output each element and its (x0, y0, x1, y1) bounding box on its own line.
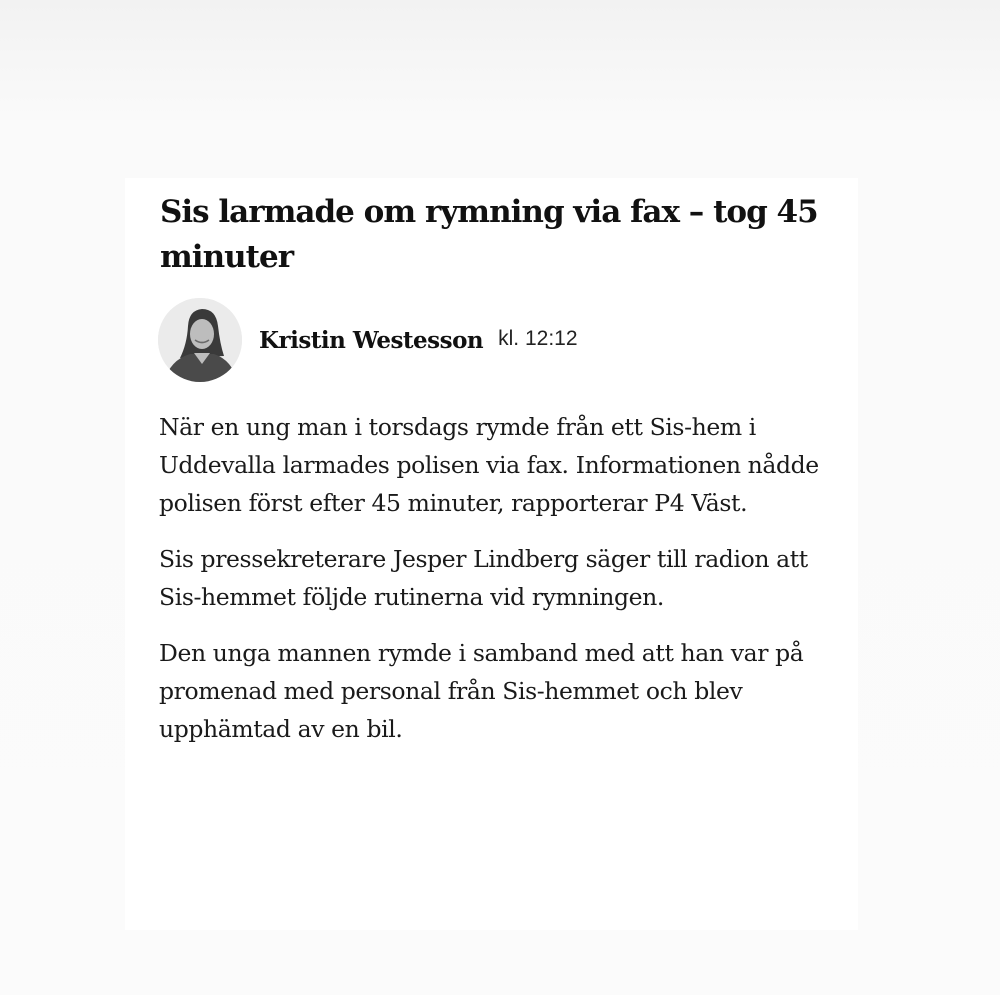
author-name[interactable]: Kristin Westesson (259, 326, 484, 354)
byline (158, 296, 578, 384)
author-portrait-icon (158, 298, 242, 382)
paragraph: Den unga mannen rymde i samband med att han var på promenad med personal från Sis-hemmet och blev upphämtad av en bil. (159, 639, 804, 743)
paragraph: När en ung man i torsdags rymde från ett Sis-hem i Uddevalla larmades polisen via fax. Informationen nådde polisen först efter 45 minuter, rapporterar P4 Väst. (159, 413, 819, 517)
article-card (125, 178, 858, 930)
paragraph: Sis pressekreterare Jesper Lindberg säger till radion att Sis-hemmet följde rutinerna vid rymningen. (159, 545, 808, 611)
publish-time: kl. 12:12 (498, 327, 578, 350)
author-avatar[interactable] (158, 298, 242, 382)
article-body (159, 408, 839, 766)
article-headline: Sis larmade om rymning via fax – tog 45 minuter (160, 194, 818, 275)
